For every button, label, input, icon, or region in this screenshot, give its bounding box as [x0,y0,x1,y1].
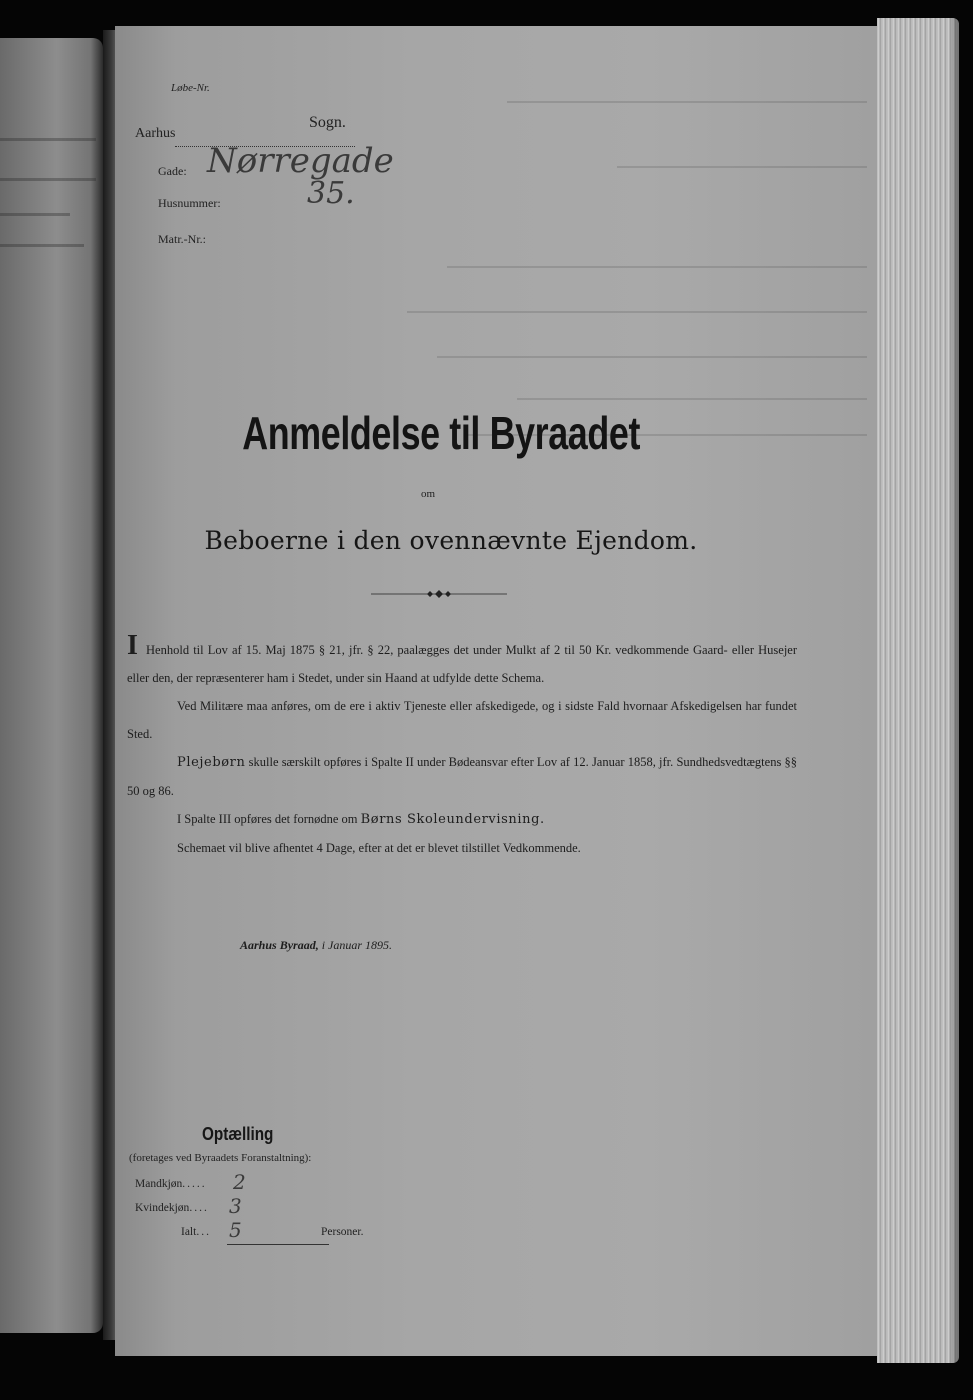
drop-cap: I [127,630,138,661]
male-label: Mandkjøn [135,1178,183,1190]
bleed-through-line [507,101,867,103]
document-title: Anmeldelse til Byraadet [242,407,641,459]
bleed-through-line [617,166,867,168]
page-edges [877,18,959,1363]
left-page-ghost-line [0,244,84,247]
bleed-through-line [437,356,867,358]
street-handwritten-value: Nørregade [207,141,394,181]
instruction-paragraph-3 [127,748,797,805]
leader-dots: ... [196,1226,211,1238]
left-page-fragment [0,38,103,1333]
title-connector: om [421,488,436,500]
street-label: Gade: [158,164,187,178]
matr-label: Matr.-Nr.: [158,232,206,246]
instructions-block [127,630,798,862]
lobe-nr-label: Løbe-Nr. [171,82,210,94]
house-number-label: Husnummer: [158,196,221,210]
female-label: Kvindekjøn [135,1202,190,1214]
document-page [115,26,877,1356]
sum-rule [227,1244,329,1245]
total-handwritten-value: 5 [229,1218,242,1242]
document-subtitle: Beboerne i den ovennævnte Ejendom. [204,526,698,555]
left-page-ghost-line [0,178,96,181]
left-page-ghost-line [0,138,96,141]
instruction-paragraph-1 [127,630,798,692]
parish-city: Aarhus [135,126,176,141]
parish-label: Sogn. [309,114,346,131]
count-row-total [181,1226,211,1238]
leader-dots: ..... [182,1178,207,1190]
instruction-paragraph-4 [127,805,797,834]
count-subtitle: (foretages ved Byraadets Foranstaltning): [129,1152,312,1164]
bleed-through-line [447,266,867,268]
count-row-male [135,1178,207,1190]
plejeborn-emphasis: Plejebørn [177,755,246,770]
instruction-paragraph-2: Ved Militære maa anføres, om de ere i aktiv Tjeneste eller afskedigede, og i sidste Fald hvornaar Afskedigelsen har fundet Sted. [127,699,797,741]
persons-label: Personer. [321,1226,364,1238]
leader-dots: .... [189,1202,209,1214]
male-handwritten-value: 2 [233,1170,246,1194]
signature-date: i Januar 1895. [321,938,393,952]
signature-line [240,938,392,953]
house-number-handwritten-value: 35. [307,176,355,211]
instruction-paragraph-4-text: I Spalte III opføres det fornødne om [177,812,358,826]
bleed-through-line [407,311,867,313]
instruction-paragraph-1-text: Henhold til Lov af 15. Maj 1875 § 21, jfr. § 22, paalægges det under Mulkt af 2 til 50 Kr. vedkommende Gaard- eller Husejer eller den, der repræsenterer ham i Stedet, under sin Haand at udfylde dette Schema. [127,643,798,685]
count-row-female [135,1202,209,1214]
instruction-paragraph-3-text: skulle særskilt opføres i Spalte II under Bødeansvar efter Lov af 12. Januar 1858, jfr. Sundhedsvedtægtens §§ 50 og 86. [127,755,797,798]
female-handwritten-value: 3 [229,1194,242,1218]
ornament-divider [371,589,507,599]
bleed-through-line [517,398,867,400]
instruction-paragraph-5: Schemaet vil blive afhentet 4 Dage, efter at det er blevet tilstillet Vedkommende. [177,841,581,855]
count-title: Optælling [202,1124,274,1144]
left-page-ghost-line [0,213,70,216]
school-emphasis: Børns Skoleundervisning. [360,812,545,827]
total-label: Ialt [181,1226,197,1238]
signature-org: Aarhus Byraad, [240,938,319,952]
